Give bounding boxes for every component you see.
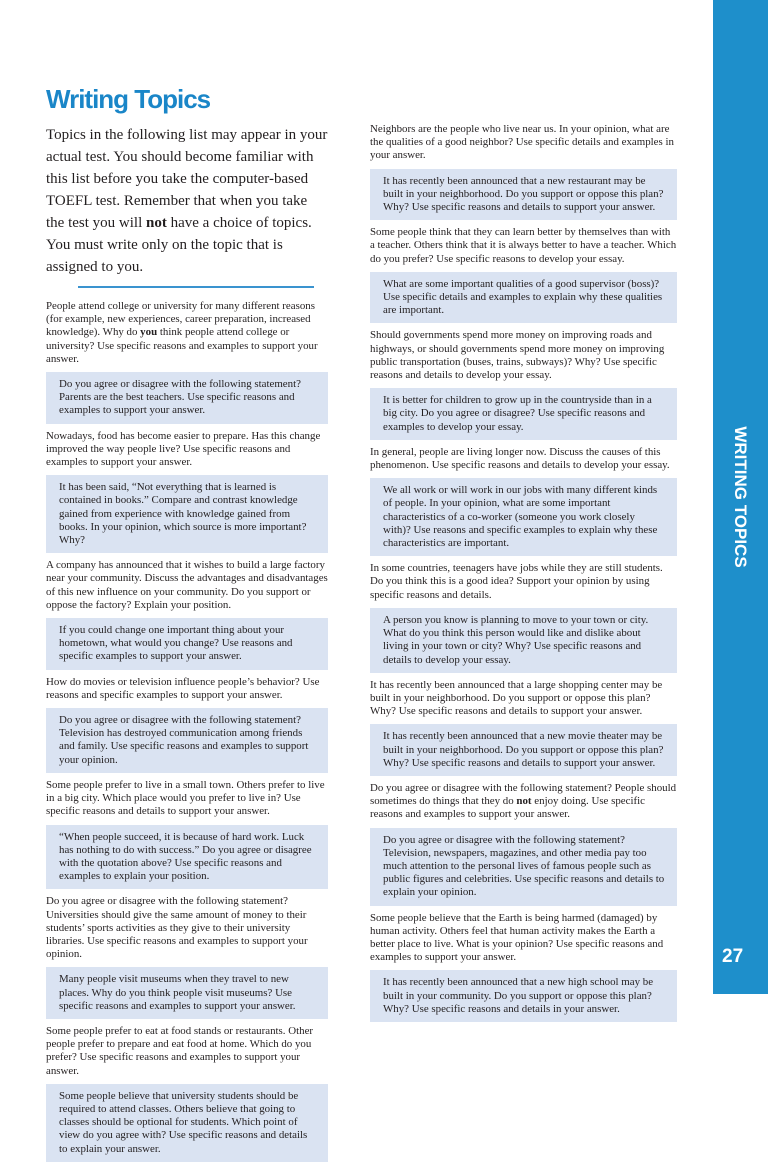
writing-topic xyxy=(46,475,328,553)
side-tab-band xyxy=(713,0,768,994)
divider-rule xyxy=(78,286,314,288)
topic-emphasis: you xyxy=(140,326,158,339)
topic-text: enjoy doing. Use specific reasons and examples to support your answer. xyxy=(370,795,645,821)
topic-text: think people attend college or university? Use specific reasons and examples to support your answer. xyxy=(46,326,318,365)
intro-paragraph xyxy=(46,124,328,278)
intro-text: Topics in the following list may appear in your actual test. You should become familiar with this list before you take the computer-based TOEFL test. Remember that when you take the test you will xyxy=(46,127,328,231)
writing-topic xyxy=(46,676,328,702)
topic-text: Do you agree or disagree with the following statement? Universities should give the same amount of money to their students’ sports activities as they give to their university libraries. Use specific reasons and examples to support your opinion. xyxy=(46,895,308,961)
writing-topic xyxy=(370,226,677,266)
topic-text: It has been said, “Not everything that is learned is contained in books.” Compare and contrast knowledge gained from experience with knowledge gained from books. In your opinion, which source is more important? Why? xyxy=(59,481,307,547)
topic-list-left xyxy=(46,300,328,1162)
writing-topic xyxy=(370,169,677,221)
topic-text: In some countries, teenagers have jobs while they are still students. Do you think this is a good idea? Support your opinion by using specific reasons and details. xyxy=(370,562,663,601)
writing-topic xyxy=(370,828,677,906)
topic-text: Do you agree or disagree with the following statement? Television, newspapers, magazines, and other media pay too much attention to the personal lives of famous people such as public figures and celebrities. Use specific reasons and details to explain your opinion. xyxy=(383,833,665,899)
topic-text: People attend college or university for many different reasons (for example, new experiences, career preparation, increased knowledge). Why do xyxy=(46,300,315,339)
writing-topic xyxy=(370,478,677,556)
intro-emphasis: not xyxy=(146,215,167,231)
topic-text: “When people succeed, it is because of hard work. Luck has nothing to do with success.” Do you agree or disagree with the quotation above? Use specific reasons and examples to explain your position. xyxy=(59,830,312,883)
writing-topic xyxy=(370,782,677,822)
writing-topic xyxy=(370,272,677,324)
writing-topic xyxy=(46,559,328,612)
page-number: 27 xyxy=(722,946,744,967)
topic-emphasis: not xyxy=(516,795,532,808)
writing-topic xyxy=(46,967,328,1019)
topic-text: Some people think that they can learn better by themselves than with a teacher. Others think that it is always better to have a teacher. Which do you prefer? Use specific reasons to develop your essay. xyxy=(370,226,677,265)
topic-text: How do movies or television influence people’s behavior? Use reasons and specific examples to support your answer. xyxy=(46,675,320,701)
topic-text: Nowadays, food has become easier to prepare. Has this change improved the way people live? Use specific reasons and examples to support your answer. xyxy=(46,429,321,469)
topic-text: It has recently been announced that a new movie theater may be built in your neighborhood. Do you support or oppose this plan? Why? Use specific reasons and details to support your answer. xyxy=(383,730,664,769)
writing-topic xyxy=(370,562,677,602)
topic-text: What are some important qualities of a good supervisor (boss)? Use specific details and examples to explain why these qualities are important. xyxy=(383,277,663,317)
topic-list-right xyxy=(370,123,677,1022)
writing-topic xyxy=(46,895,328,961)
topic-text: Should governments spend more money on improving roads and highways, or should governments spend more money on improving public transportation (buses, trains, subways)? Why? Use specific reasons and details to develop your essay. xyxy=(370,329,665,382)
topic-text: Do you agree or disagree with the following statement? Television has destroyed communication among friends and family. Use specific reasons and examples to support your opinion. xyxy=(59,714,309,766)
topic-text: If you could change one important thing about your hometown, what would you change? Use reasons and specific examples to support your answer. xyxy=(59,624,293,663)
writing-topic xyxy=(370,123,677,163)
topic-text: Some people believe that university students should be required to attend classes. Others believe that going to classes should be optional for students. Which point of view do you agree with? Use specific reasons and details to explain your answer. xyxy=(59,1089,308,1155)
writing-topic xyxy=(370,970,677,1022)
writing-topic xyxy=(370,724,677,776)
topic-text: Some people prefer to eat at food stands or restaurants. Other people prefer to prepare and eat food at home. Which do you prefer? Use specific reasons and examples to support your answer. xyxy=(46,1024,314,1077)
writing-topic xyxy=(370,912,677,965)
topic-text: Many people visit museums when they travel to new places. Why do you think people visit museums? Use specific reasons and examples to support your answer. xyxy=(59,973,296,1012)
topic-text: It has recently been announced that a large shopping center may be built in your neighborhood. Do you support or oppose this plan? Why? Use specific reasons and details to support your answer. xyxy=(370,678,663,718)
writing-topic xyxy=(46,1084,328,1162)
writing-topic xyxy=(46,1025,328,1078)
topic-text: It has recently been announced that a new restaurant may be built in your neighborhood. Do you support or oppose this plan? Why? Use specific reasons and details to support your answer. xyxy=(383,174,664,214)
topic-text: It has recently been announced that a new high school may be built in your community. Do you support or oppose this plan? Why? Use specific reasons and details in your answer. xyxy=(383,976,654,1015)
writing-topic xyxy=(370,679,677,719)
topic-text: We all work or will work in our jobs with many different kinds of people. In your opinion, what are some important characteristics of a co-worker (someone you work closely with)? Use reasons and specific examples to explain why these characteristics are important. xyxy=(383,484,658,550)
writing-topic xyxy=(46,300,328,366)
topic-text: Do you agree or disagree with the following statement? Parents are the best teachers. Use specific reasons and examples to support your answer. xyxy=(59,378,301,417)
topic-text: It is better for children to grow up in the countryside than in a big city. Do you agree or disagree? Use specific reasons and examples to develop your essay. xyxy=(383,394,652,433)
left-column xyxy=(46,124,328,1168)
writing-topic xyxy=(46,779,328,819)
topic-text: A company has announced that it wishes to build a large factory near your community. Discuss the advantages and disadvantages of this new influence on your community. Do you support or oppose the factory? Explain your position. xyxy=(46,559,328,611)
writing-topic xyxy=(46,825,328,890)
writing-topic xyxy=(370,446,677,472)
writing-topic xyxy=(370,608,677,673)
topic-text: In general, people are living longer now. Discuss the causes of this phenomenon. Use specific reasons and details to develop your essay. xyxy=(370,445,670,472)
writing-topic xyxy=(370,388,677,440)
intro-text-end: have a choice of topics. You must write only on the topic that is assigned to you. xyxy=(46,215,312,275)
topic-text: A person you know is planning to move to your town or city. What do you think this person would like and dislike about living in your town or city? Why? Use specific reasons and details to develop your essay. xyxy=(383,613,649,666)
writing-topic xyxy=(46,430,328,470)
topic-text: Neighbors are the people who live near us. In your opinion, what are the qualities of a good neighbor? Use specific details and examples in your answer. xyxy=(370,123,674,162)
writing-topic xyxy=(46,708,328,773)
page-title: Writing Topics xyxy=(46,84,211,114)
writing-topic xyxy=(370,329,677,382)
topic-text: Do you agree or disagree with the following statement? People should sometimes do things that they do xyxy=(370,781,677,808)
topic-text: Some people prefer to live in a small town. Others prefer to live in a big city. Which place would you prefer to live in? Use specific reasons and details to support your answer. xyxy=(46,778,325,818)
writing-topic xyxy=(46,372,328,424)
side-tab-title: WRITING TOPICS xyxy=(731,426,750,568)
writing-topic xyxy=(46,618,328,670)
right-column xyxy=(370,123,677,1028)
topic-text: Some people believe that the Earth is being harmed (damaged) by human activity. Others feel that human activity makes the Earth a better place to live. What is your opinion? Use specific reasons and examples to support your answer. xyxy=(370,911,664,964)
